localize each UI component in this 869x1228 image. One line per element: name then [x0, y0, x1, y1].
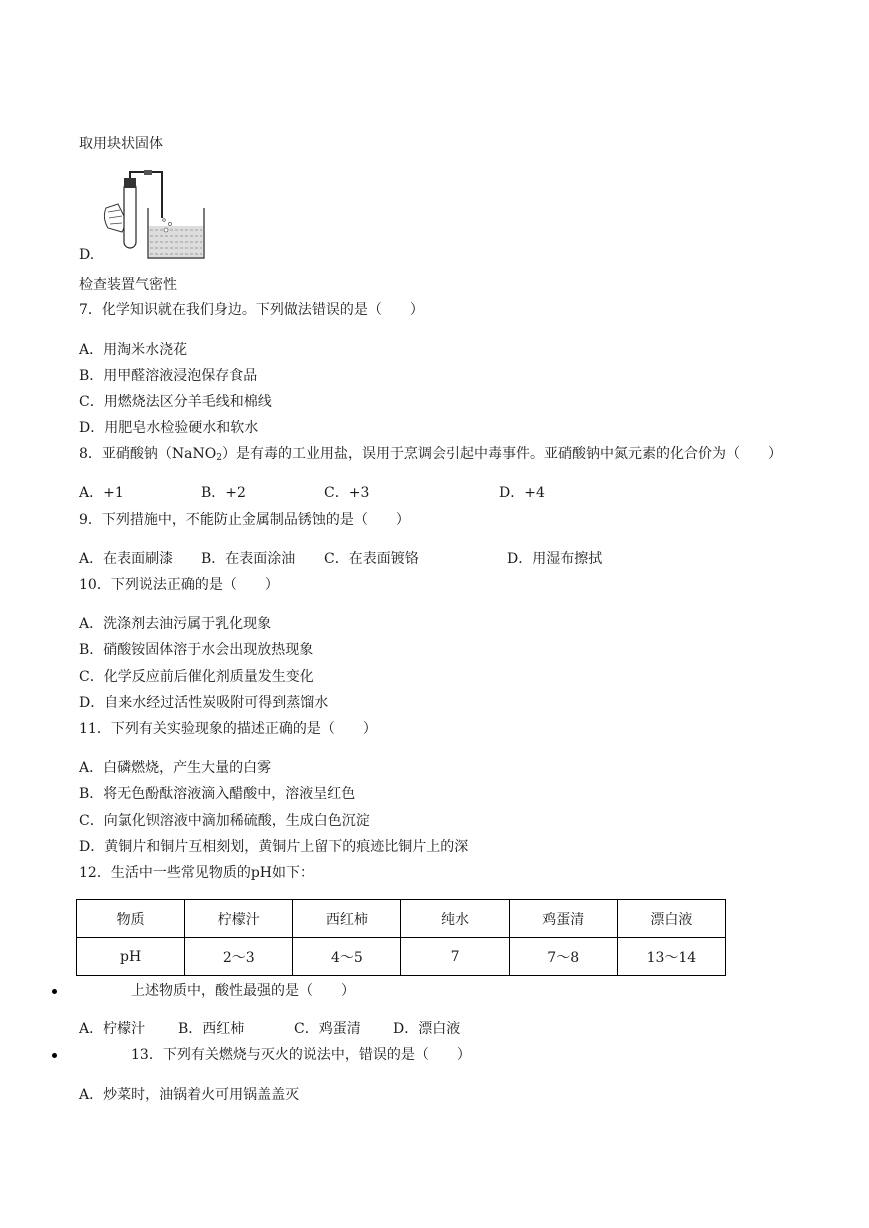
- question-9-option-b: B．在表面涂油: [201, 551, 296, 567]
- question-11-option-d: D．黄铜片和铜片互相刻划，黄铜片上留下的痕迹比铜片上的深: [79, 839, 469, 855]
- question-11-option-b: B．将无色酚酞溶液滴入醋酸中，溶液呈红色: [79, 786, 356, 802]
- question-10-option-a: A．洗涤剂去油污属于乳化现象: [79, 616, 272, 632]
- question-9-option-a: A．在表面刷漆: [79, 551, 174, 567]
- table-cell: 物质: [77, 900, 185, 938]
- question-10-stem: 10．下列说法正确的是（ ）: [79, 577, 279, 593]
- question-7-option-b: B．用甲醛溶液浸泡保存食品: [79, 368, 258, 384]
- table-cell: 2～3: [185, 938, 293, 976]
- question-12-stem: 12．生活中一些常见物质的pH如下：: [79, 865, 314, 881]
- table-cell: 西红柿: [293, 900, 401, 938]
- question-10-option-b: B．硝酸铵固体溶于水会出现放热现象: [79, 642, 314, 658]
- question-12-option-b: B．西红柿: [178, 1021, 245, 1037]
- question-8-option-b: B．+2: [201, 485, 246, 501]
- question-13-option-a: A．炒菜时，油锅着火可用锅盖盖灭: [79, 1087, 300, 1103]
- question-11-option-c: C．向氯化钡溶液中滴加稀硫酸，生成白色沉淀: [79, 813, 370, 829]
- question-10-option-d: D．自来水经过活性炭吸附可得到蒸馏水: [79, 695, 329, 711]
- table-cell: 13～14: [617, 938, 725, 976]
- option-d-label: D.: [79, 247, 95, 263]
- caption-option-c: 取用块状固体: [79, 136, 163, 152]
- question-7-option-a: A．用淘米水浇花: [79, 342, 188, 358]
- question-12-option-a: A．柠檬汁: [79, 1021, 146, 1037]
- question-7-option-c: C．用燃烧法区分羊毛线和棉线: [79, 394, 272, 410]
- table-cell: 纯水: [401, 900, 509, 938]
- table-row: [77, 938, 726, 976]
- bullet-icon: [52, 989, 57, 994]
- question-9-stem: 9．下列措施中，不能防止金属制品锈蚀的是（ ）: [79, 512, 410, 528]
- table-cell: 鸡蛋清: [509, 900, 617, 938]
- question-11-option-a: A．白磷燃烧，产生大量的白雾: [79, 760, 272, 776]
- airtightness-apparatus-figure: [100, 168, 216, 260]
- question-11-stem: 11．下列有关实验现象的描述正确的是（ ）: [79, 721, 377, 737]
- question-7-stem: 7．化学知识就在我们身边。下列做法错误的是（ ）: [79, 302, 424, 318]
- table-row: [77, 900, 726, 938]
- question-13-stem: 13．下列有关燃烧与灭火的说法中，错误的是（ ）: [131, 1047, 471, 1063]
- question-8-option-c: C．+3: [324, 485, 370, 501]
- question-8-stem: 8．亚硝酸钠（NaNO$_2$）是有毒的工业用盐，误用于烹调会引起中毒事件。亚硝酸钠中氮元素的化合价为（ ）: [79, 446, 782, 463]
- question-10-option-c: C．化学反应前后催化剂质量发生变化: [79, 669, 314, 685]
- caption-option-d: 检查装置气密性: [79, 277, 177, 293]
- table-cell: 4～5: [293, 938, 401, 976]
- question-12-option-c: C．鸡蛋清: [294, 1021, 361, 1037]
- question-12-question: 上述物质中，酸性最强的是（ ）: [131, 983, 355, 999]
- question-7-option-d: D．用肥皂水检验硬水和软水: [79, 420, 259, 436]
- question-9-option-d: D．用湿布擦拭: [507, 551, 603, 567]
- ph-table: [76, 899, 726, 976]
- table-cell: 7～8: [509, 938, 617, 976]
- bullet-icon: [52, 1053, 57, 1058]
- table-cell: pH: [77, 938, 185, 976]
- question-9-option-c: C．在表面镀铬: [324, 551, 419, 567]
- table-cell: 漂白液: [617, 900, 725, 938]
- table-cell: 7: [401, 938, 509, 976]
- question-8-option-a: A．+1: [79, 485, 124, 501]
- question-12-option-d: D．漂白液: [393, 1021, 461, 1037]
- question-8-option-d: D．+4: [499, 485, 545, 501]
- table-cell: 柠檬汁: [185, 900, 293, 938]
